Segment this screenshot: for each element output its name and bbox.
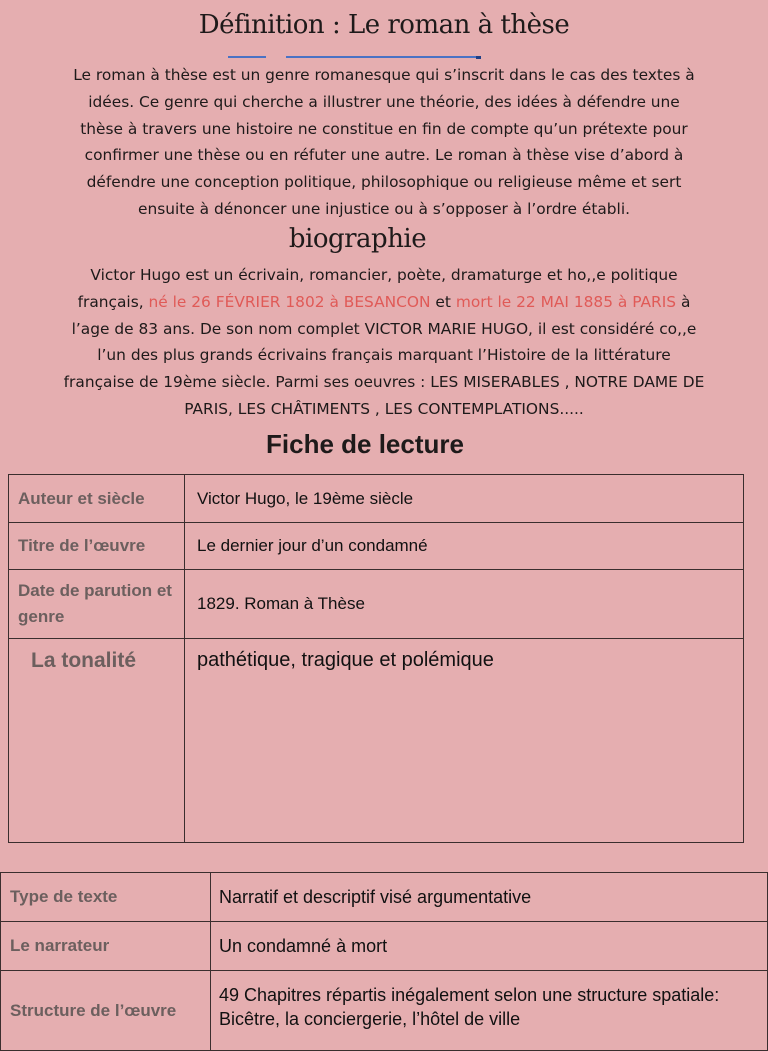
biography-paragraph — [30, 262, 738, 423]
definition-line: idées. Ce genre qui cherche a illustrer une théorie, des idées à défendre une — [88, 92, 680, 111]
value-cell: Victor Hugo, le 19ème siècle — [185, 475, 744, 523]
table-row — [9, 570, 744, 639]
label-cell: La tonalité — [9, 639, 185, 843]
table-row — [9, 475, 744, 523]
definition-paragraph — [30, 62, 738, 223]
table-row — [1, 971, 768, 1051]
value-cell: 1829. Roman à Thèse — [185, 570, 744, 639]
definition-title: Définition : Le roman à thèse — [198, 10, 570, 40]
bio-text: français, — [77, 292, 149, 311]
label-cell: Date de parution et genre — [9, 570, 185, 639]
fiche-title: Fiche de lecture — [266, 429, 464, 459]
fiche-table-2 — [0, 872, 768, 1051]
birth-date-highlight: né le 26 FÉVRIER 1802 à BESANCON — [148, 292, 431, 311]
table-row — [9, 523, 744, 570]
bio-text: et — [430, 292, 456, 311]
title-underline-left — [228, 56, 266, 58]
definition-line: Le roman à thèse est un genre romanesque qui s’inscrit dans le cas des textes à — [73, 66, 695, 84]
biography-line: Victor Hugo est un écrivain, romancier, poète, dramaturge et ho,,e politique — [90, 266, 678, 284]
title-underline-dot — [476, 56, 481, 59]
table-row — [1, 873, 768, 922]
definition-line: thèse à travers une histoire ne constitue en fin de compte qu’un prétexte pour — [80, 119, 688, 138]
table-row — [1, 922, 768, 971]
definition-line: confirmer une thèse ou en réfuter une autre. Le roman à thèse vise d’abord à — [84, 146, 684, 165]
table-row — [9, 639, 744, 843]
label-cell: Structure de l’œuvre — [1, 971, 211, 1051]
biography-line: l’age de 83 ans. De son nom complet VICTOR MARIE HUGO, il est considéré co,,e — [71, 319, 697, 338]
label-cell: Titre de l’œuvre — [9, 523, 185, 570]
biography-line: PARIS, LES CHÂTIMENTS , LES CONTEMPLATIONS..... — [184, 399, 584, 418]
death-date-highlight: mort le 22 MAI 1885 à PARIS — [455, 292, 677, 311]
biography-title: biographie — [288, 224, 427, 254]
value-cell: Un condamné à mort — [211, 922, 768, 971]
value-cell: Le dernier jour d’un condamné — [185, 523, 744, 570]
value-cell: pathétique, tragique et polémique — [185, 639, 744, 843]
biography-line: française de 19ème siècle. Parmi ses oeuvres : LES MISERABLES , NOTRE DAME DE — [63, 373, 705, 392]
definition-line: défendre une conception politique, philosophique ou religieuse même et sert — [86, 173, 682, 192]
label-cell: Type de texte — [1, 873, 211, 922]
biography-line: l’un des plus grands écrivains français marquant l’Histoire de la littérature — [97, 346, 671, 365]
value-cell: 49 Chapitres répartis inégalement selon une structure spatiale: Bicêtre, la conciergerie, l’hôtel de ville — [211, 971, 768, 1051]
value-cell: Narratif et descriptif visé argumentative — [211, 873, 768, 922]
title-underline-right — [286, 56, 478, 58]
label-cell: Auteur et siècle — [9, 475, 185, 523]
label-cell: Le narrateur — [1, 922, 211, 971]
biography-line-dates — [30, 289, 738, 316]
fiche-table-1 — [8, 474, 744, 843]
definition-line: ensuite à dénoncer une injustice ou à s’opposer à l’ordre établi. — [138, 199, 630, 218]
bio-text: à — [676, 292, 691, 311]
